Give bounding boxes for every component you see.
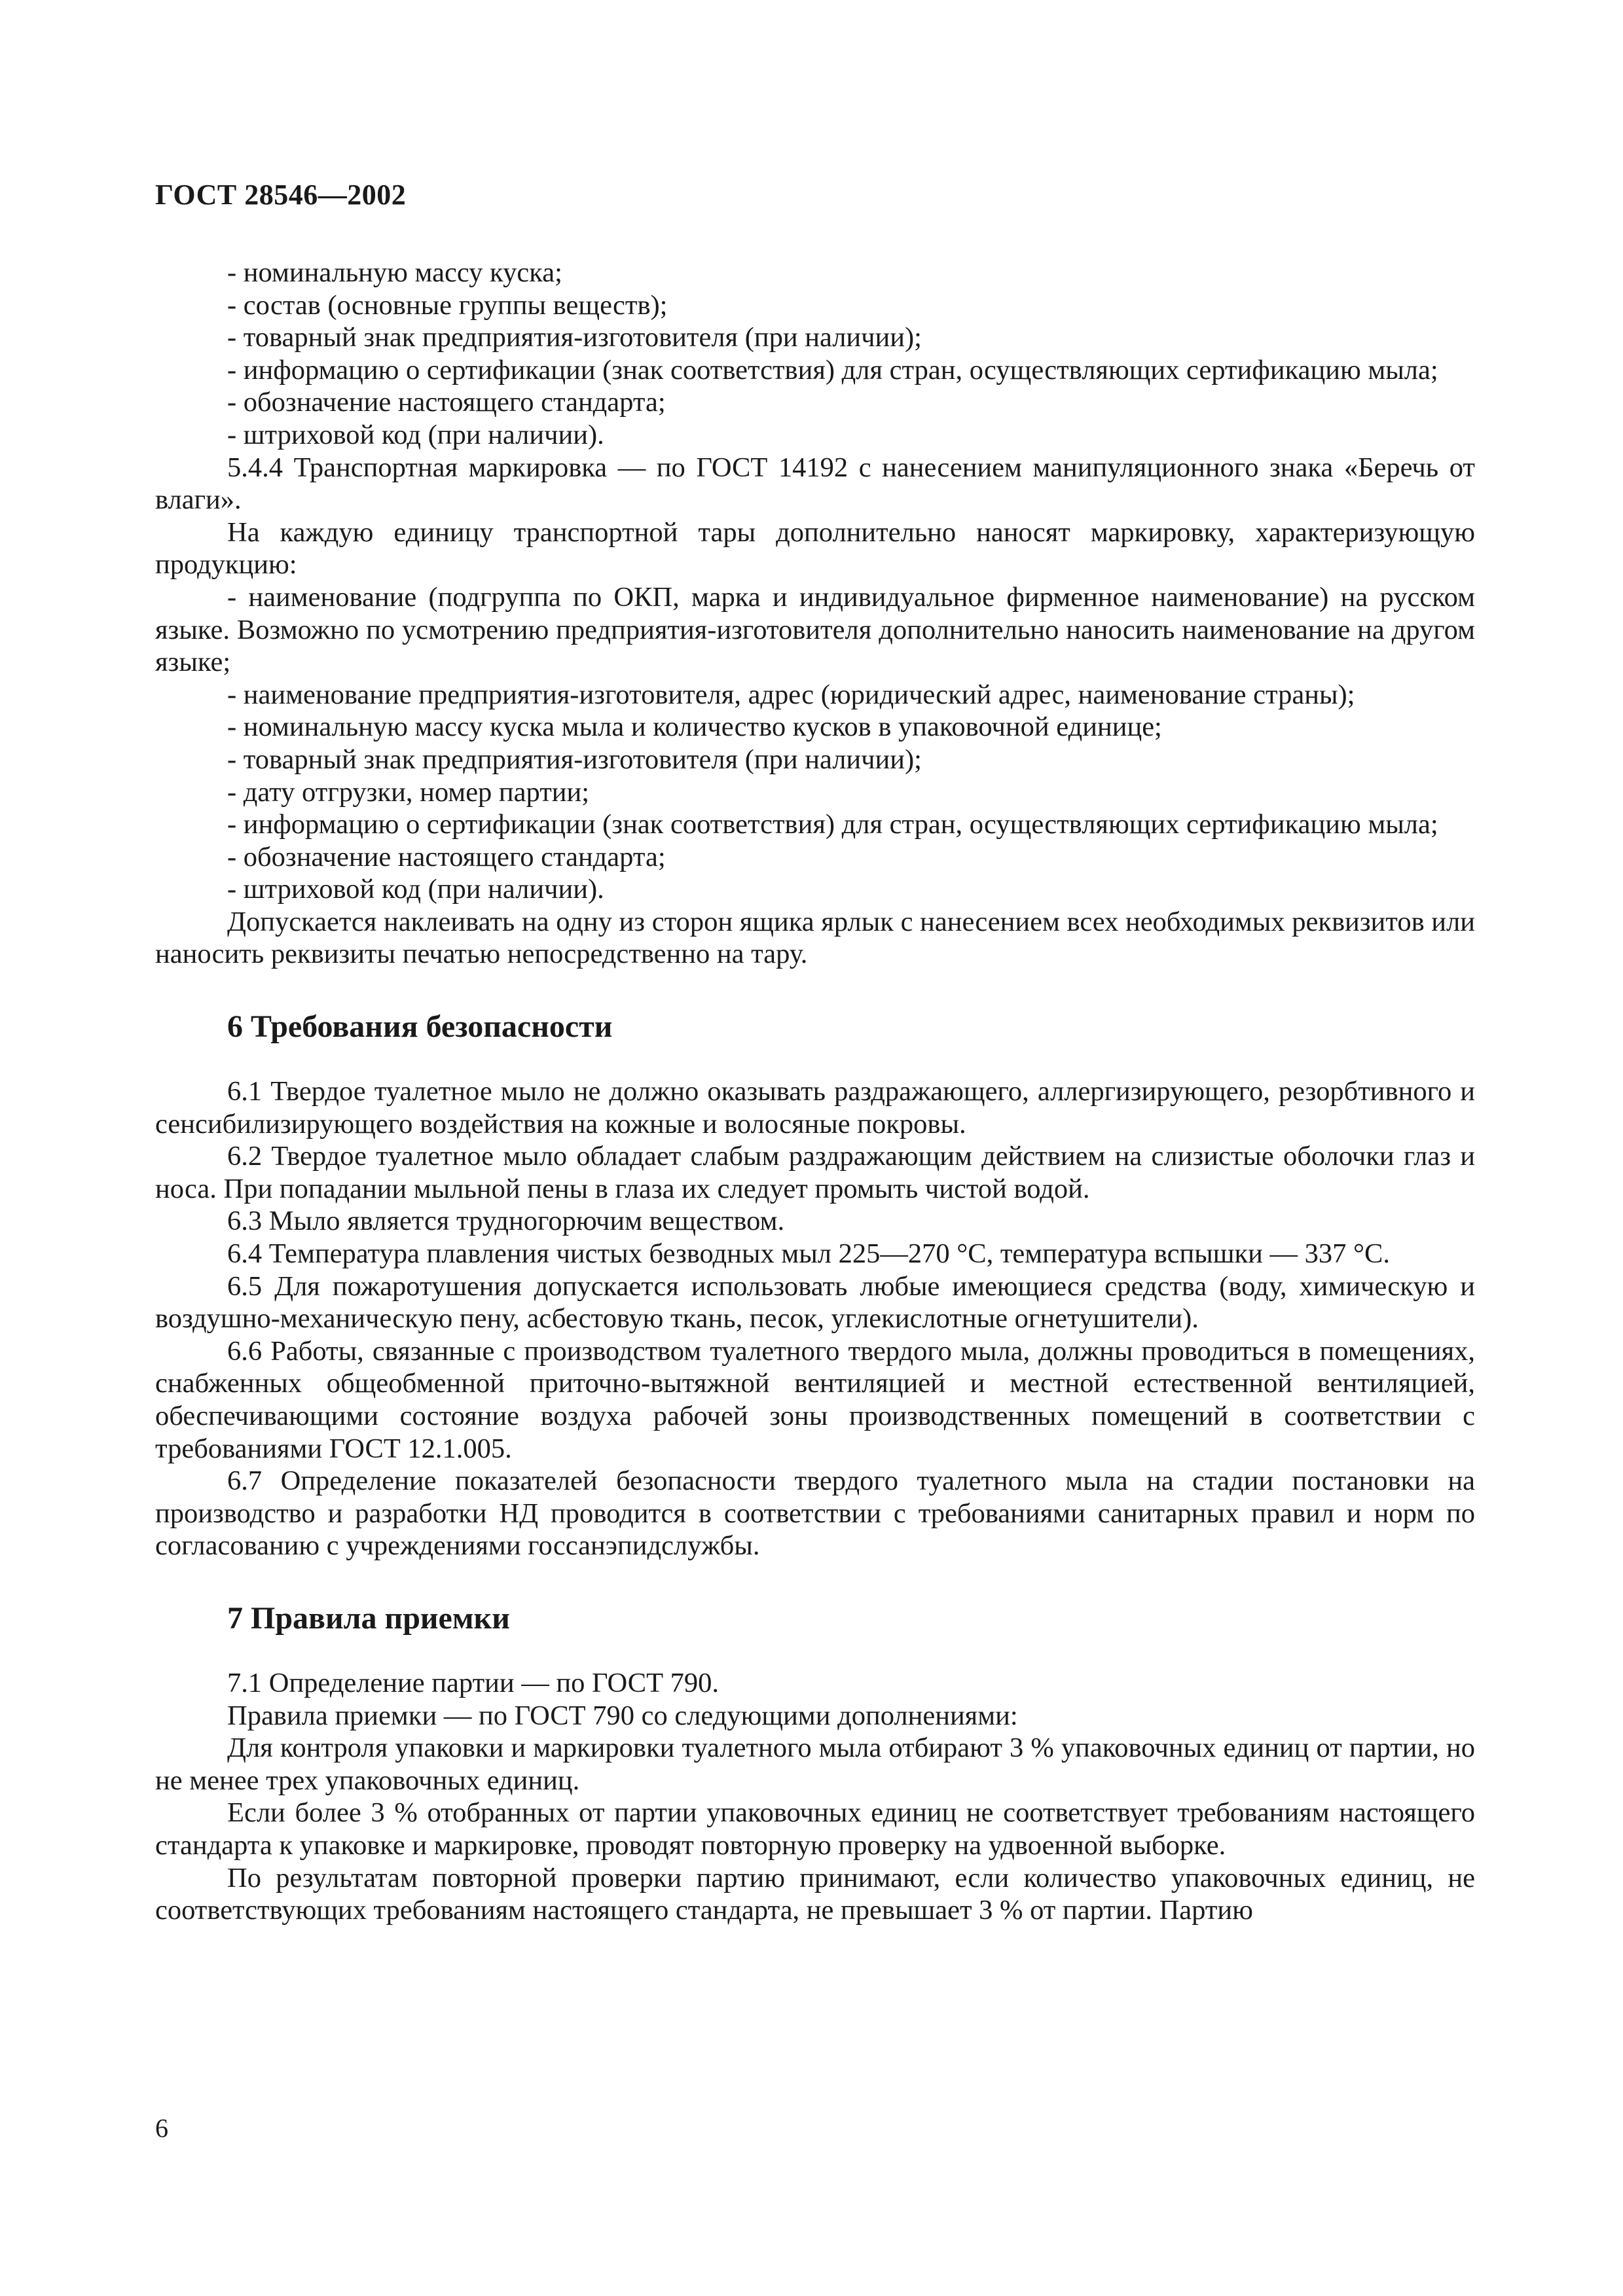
list-item: - информацию о сертификации (знак соответствия) для стран, осуществляющих сертификацию мыла; [227, 354, 1438, 386]
list-item: - штриховой код (при наличии). [227, 874, 604, 905]
list-item: - информацию о сертификации (знак соответствия) для стран, осуществляющих сертификацию мыла; [227, 809, 1438, 840]
list-item: - обозначение настоящего стандарта; [227, 841, 666, 872]
list-item: - номинальную массу куска; [227, 257, 562, 288]
paragraph: По результатам повторной проверки партию принимают, если количество упаковочных единиц, не соответствующих требованиям настоящего стандарта, не превышает 3 % от партии. Партию [155, 1862, 1475, 1926]
document-body [155, 257, 1475, 1927]
paragraph: 6.1 Твердое туалетное мыло не должно оказывать раздражающего, аллергизирующего, резорбтивного и сенсибилизирующего воздействия на кожные и волосяные покровы. [155, 1076, 1475, 1139]
paragraph: Для контроля упаковки и маркировки туалетного мыла отбирают 3 % упаковочных единиц от партии, но не менее трех упаковочных единиц. [155, 1732, 1475, 1796]
paragraph: Если более 3 % отобранных от партии упаковочных единиц не соответствует требованиям настоящего стандарта к упаковке и маркировке, проводят повторную проверку на удвоенной выборке. [155, 1797, 1475, 1861]
paragraph: Правила приемки — по ГОСТ 790 со следующими дополнениями: [227, 1700, 1018, 1731]
paragraph: 6.6 Работы, связанные с производством туалетного твердого мыла, должны проводиться в помещениях, снабженных общеобменной приточно-вытяжной вентиляцией и местной естественной вентиляцией, обеспечивающими состояние воздуха рабочей зоны производственных помещений в соответствии с требованиями ГОСТ 12.1.005. [155, 1335, 1475, 1464]
paragraph: 5.4.4 Транспортная маркировка — по ГОСТ 14192 с нанесением манипуляционного знака «Беречь от влаги». [155, 452, 1475, 516]
paragraph: 6.2 Твердое туалетное мыло обладает слабым раздражающим действием на слизистые оболочки глаз и носа. При попадании мыльной пены в глаза их следует промыть чистой водой. [155, 1141, 1475, 1204]
list-item: - номинальную массу куска мыла и количество кусков в упаковочной единице; [227, 711, 1162, 743]
list-item: - товарный знак предприятия-изготовителя (при наличии); [227, 744, 922, 775]
list-item: - товарный знак предприятия-изготовителя (при наличии); [227, 322, 922, 353]
list-item: - дату отгрузки, номер партии; [227, 776, 590, 808]
paragraph: На каждую единицу транспортной тары дополнительно наносят маркировку, характеризующую продукцию: [155, 516, 1475, 581]
list-item: - наименование (подгруппа по ОКП, марка и индивидуальное фирменное наименование) на русском языке. Возможно по усмотрению предприятия-изготовителя дополнительно наносить наименование на другом языке; [155, 581, 1475, 678]
section-heading-6: 6 Требования безопасности [227, 1009, 613, 1045]
section-heading-7: 7 Правила приемки [227, 1600, 510, 1636]
list-item: - штриховой код (при наличии). [227, 419, 604, 450]
paragraph: 6.7 Определение показателей безопасности твердого туалетного мыла на стадии постановки на производство и разработки НД проводится в соответствии с требованиями санитарных правил и норм по согласованию с учреждениями госсанэпидслужбы. [155, 1465, 1475, 1562]
paragraph: 6.5 Для пожаротушения допускается использовать любые имеющиеся средства (воду, химическую и воздушно-механическую пену, асбестовую ткань, песок, углекислотные огнетушители). [155, 1270, 1475, 1335]
page-number: 6 [155, 2113, 168, 2143]
list-item: - состав (основные группы веществ); [227, 289, 668, 321]
document-header: ГОСТ 28546—2002 [155, 179, 407, 211]
paragraph: 6.3 Мыло является трудногорючим веществом. [227, 1206, 785, 1237]
paragraph: 6.4 Температура плавления чистых безводных мыл 225—270 °С, температура вспышки — 337 °С. [227, 1238, 1390, 1270]
list-item: - наименование предприятия-изготовителя, адрес (юридический адрес, наименование страны); [227, 679, 1355, 710]
paragraph: 7.1 Определение партии — по ГОСТ 790. [227, 1667, 720, 1698]
paragraph: Допускается наклеивать на одну из сторон ящика ярлык с нанесением всех необходимых реквизитов или наносить реквизиты печатью непосредственно на тару. [155, 906, 1475, 970]
list-item: - обозначение настоящего стандарта; [227, 387, 666, 418]
